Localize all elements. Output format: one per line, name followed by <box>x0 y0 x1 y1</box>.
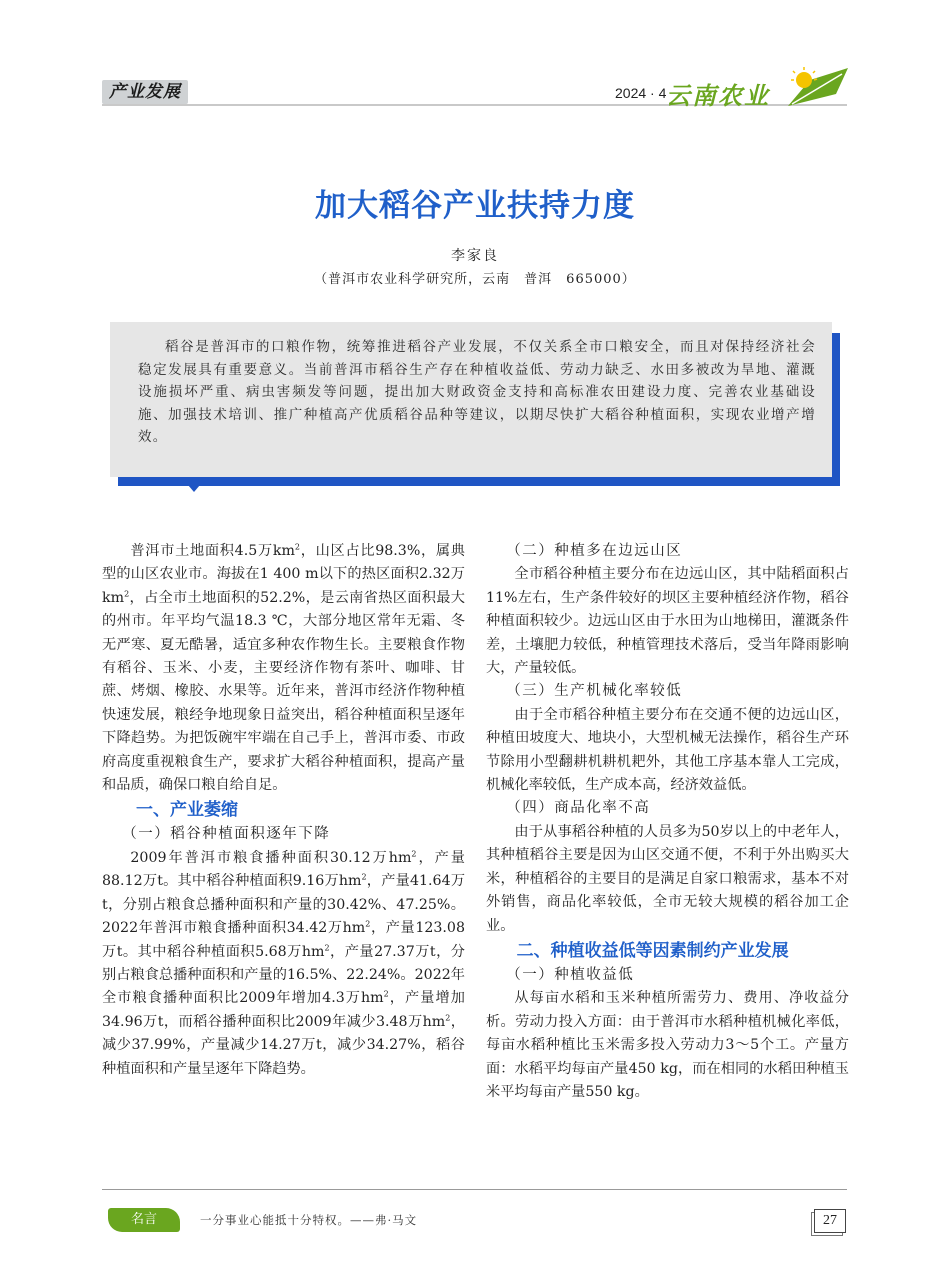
subsection-heading: （一）种植收益低 <box>506 966 635 983</box>
section-heading: 二、种植收益低等因素制约产业发展 <box>516 940 789 961</box>
subsection-heading: （二）种植多在边远山区 <box>506 543 683 559</box>
body-paragraph: 普洱市土地面积4.5万$km^2$，山区占比98.3%，属典型的山区农业市。海拔在1 400 m以下的热区面积2.32万$km^2$，占全市土地面积的52.2%，是云南省热区面积最大的州市。年平均气温18.3 ℃，大部分地区常年无霜、冬无严寒、夏无酷暑，适宜多种农作物生长。主要粮食作物有稻谷、玉米、小麦，主要经济作物有茶叶、咖啡、甘蔗、烤烟、橡胶、水果等。近年来，普洱市经济作物种植快速发展，粮经争地现象日益突出，稻谷种植面积呈逐年下降趋势。为把饭碗牢牢端在自己手上，普洱市委、市政府高度重视粮食生产，要求扩大稻谷种植面积，提高产量和品质，确保口粮自给自足。 <box>102 542 465 794</box>
body-paragraph: 2009年普洱市粮食播种面积30.12万$hm^2$，产量88.12万t。其中稻谷种植面积9.16万$hm^2$，产量41.64万t，分别占粮食总播种面积和产量的30.42%、47.25%。2022年普洱市粮食播种面积34.42万$hm^2$，产量123.08万t。其中稻谷种植面积5.68万$hm^2$，产量27.37万t，分别占粮食总播种面积和产量的16.5%、22.24%。2022年全市粮食播种面积比2009年增加4.3万$hm^2$，产量增加34.96万t，而稻谷播种面积比2009年减少3.48万$hm^2$，减少37.99%，产量减少14.27万t，减少34.27%，稻谷种植面积和产量呈逐年下降趋势。 <box>102 849 466 1077</box>
left-column <box>102 540 465 1081</box>
abstract-text: 稻谷是普洱市的口粮作物，统筹推进稻谷产业发展，不仅关系全市口粮安全，而且对保持经济社会稳定发展具有重要意义。当前普洱市稻谷生产存在种植收益低、劳动力缺乏、水田多被改为旱地、灌溉设施损坏严重、病虫害频发等问题，提出加大财政资金支持和高标准农田建设力度、完善农业基础设施、加强技术培训、推广种植高产优质稻谷品种等建议，以期尽快扩大稻谷种植面积，实现农业增产增效。 <box>138 339 816 445</box>
issue-number: 2024 · 4 <box>615 85 667 101</box>
subsection-heading: （四）商品化率不高 <box>506 800 651 817</box>
footer-divider <box>102 1189 847 1190</box>
body-paragraph: 由于全市稻谷种植主要分布在交通不便的边远山区，种植田坡度大、地块小，大型机械无法操作，稻谷生产环节除用小型翻耕机耕机耙外，其他工序基本靠人工完成，机械化率较低，生产成本高，经济效益低。 <box>486 706 849 794</box>
abstract-pointer <box>182 478 206 492</box>
body-paragraph: 从每亩水稻和玉米种植所需劳力、费用、净收益分析。劳动力投入方面：由于普洱市水稻种植机械化率低，每亩水稻种植比玉米需多投入劳动力3～5个工。产量方面：水稻平均每亩产量450 kg，而在相同的水稻田种植玉米平均每亩产量550 kg。 <box>486 990 849 1100</box>
affiliation: （普洱市农业科学研究所，云南 普洱 665000） <box>314 272 636 287</box>
footer-quote: 一分事业心能抵十分特权。——弗·马文 <box>200 1213 418 1227</box>
author: 李家良 <box>451 248 499 264</box>
body-paragraph: 由于从事稻谷种植的人员多为50岁以上的中老年人，其种植稻谷主要是因为山区交通不便，不利于外出购买大米，种植稻谷的主要目的是满足自家口粮需求，基本不对外销售，商品化率较低，全市无较大规模的稻谷加工企业。 <box>486 823 849 934</box>
quote-tag: 名言 <box>108 1208 180 1232</box>
subsection-heading: （一）稻谷种植面积逐年下降 <box>122 826 331 843</box>
article-title: 加大稻谷产业扶持力度 <box>315 188 635 224</box>
subsection-heading: （三）生产机械化率较低 <box>506 683 683 700</box>
magazine-name: 云南农业 <box>666 81 770 110</box>
section-heading: 一、产业萎缩 <box>136 800 238 821</box>
section-tag: 产业发展 <box>102 80 188 104</box>
right-column <box>486 540 849 1104</box>
body-paragraph: 全市稻谷种植主要分布在边远山区，其中陆稻面积占11%左右，生产条件较好的坝区主要种植经济作物，稻谷种植面积较少。边远山区由于水田为山地梯田，灌溉条件差，土壤肥力较低，种植管理技术落后，受当年降雨影响大，产量较低。 <box>486 566 849 677</box>
page-number: 27 <box>814 1209 846 1233</box>
sun-leaf-logo-icon <box>782 66 850 108</box>
